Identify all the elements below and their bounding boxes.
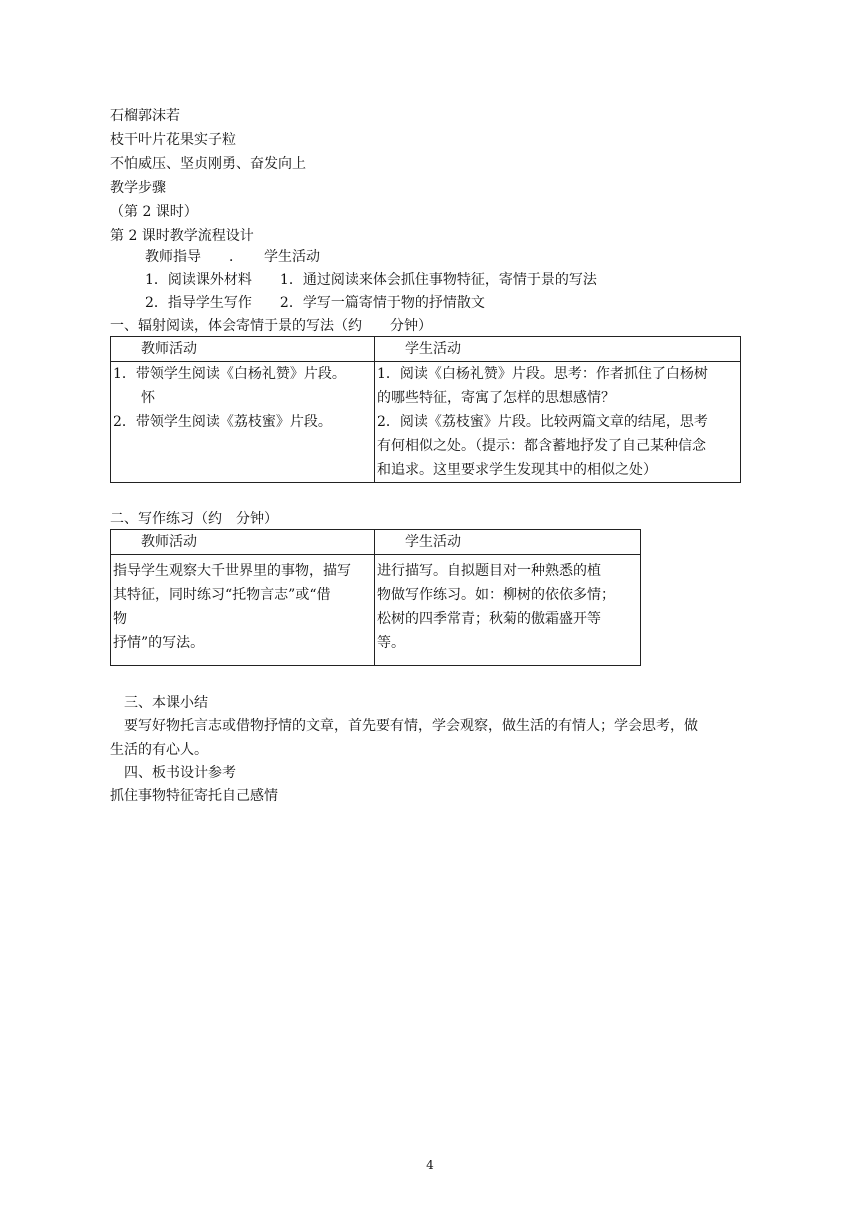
student-line: 2．阅读《荔枝蜜》片段。比较两篇文章的结尾，思考: [377, 414, 708, 430]
board-design-line: 抓住事物特征寄托自己感情: [110, 788, 278, 804]
teacher-line: 其特征，同时练习“托物言志”或“借: [113, 587, 331, 603]
table-row: [111, 555, 641, 666]
col-teacher-header: 教师活动: [111, 530, 375, 555]
summary-line-2: 生活的有心人。: [110, 742, 208, 758]
teacher-line: 物: [113, 611, 127, 627]
teacher-line: 1．带领学生阅读《白杨礼赞》片段。: [113, 366, 346, 382]
table-row: [111, 530, 641, 555]
intro-line-8: 1．阅读课外材料 1．通过阅读来体会抓住事物特征，寄情于景的写法: [145, 272, 597, 288]
teacher-line: 抒情”的写法。: [113, 635, 205, 651]
student-line: 等。: [377, 635, 405, 651]
section3-heading: 三、本课小结: [124, 695, 208, 711]
teacher-line: 2．带领学生阅读《荔枝蜜》片段。: [113, 414, 332, 430]
student-line: 1．阅读《白杨礼赞》片段。思考：作者抓住了白杨树: [377, 366, 708, 382]
table-row: [111, 362, 741, 483]
section2-heading: 二、写作练习（约 分钟）: [110, 511, 278, 527]
student-activity-cell: [375, 362, 741, 483]
student-activity-cell: [375, 555, 641, 666]
table-row: [111, 337, 741, 362]
student-line: 有何相似之处。（提示：都含蓄地抒发了自己某种信念: [377, 438, 706, 454]
section4-heading: 四、板书设计参考: [124, 765, 236, 781]
col-teacher-header: 教师活动: [111, 337, 375, 362]
student-line: 的哪些特征，寄寓了怎样的思想感情？: [377, 390, 615, 406]
intro-line-2: 枝干叶片花果实子粒: [110, 132, 236, 148]
col-student-header: 学生活动: [375, 530, 641, 555]
student-line: 松树的四季常青；秋菊的傲霜盛开等: [377, 611, 601, 627]
intro-line-3: 不怕威压、坚贞刚勇、奋发向上: [110, 156, 306, 172]
intro-line-1: 石榴郭沫若: [110, 108, 180, 124]
section1-table: [110, 336, 741, 483]
intro-line-9: 2．指导学生写作 2．学写一篇寄情于物的抒情散文: [145, 295, 485, 311]
page-number: 4: [426, 1158, 434, 1172]
intro-line-6: 第 2 课时教学流程设计: [110, 228, 254, 244]
intro-line-4: 教学步骤: [110, 180, 166, 196]
section1-heading: 一、辐射阅读，体会寄情于景的写法（约 分钟）: [110, 318, 432, 334]
col-student-header: 学生活动: [375, 337, 741, 362]
teacher-line: 指导学生观察大千世界里的事物，描写: [113, 563, 351, 579]
section2-table: [110, 529, 641, 666]
teacher-activity-cell: [111, 555, 375, 666]
student-line: 和追求。这里要求学生发现其中的相似之处）: [377, 462, 657, 478]
intro-line-5: （第 2 课时）: [110, 204, 198, 220]
summary-line-1: 要写好物托言志或借物抒情的文章，首先要有情，学会观察，做生活的有情人；学会思考，做: [124, 718, 698, 734]
teacher-line: 怀: [113, 390, 155, 406]
student-line: 物做写作练习。如：柳树的依依多情；: [377, 587, 615, 603]
teacher-activity-cell: [111, 362, 375, 483]
intro-line-7: 教师指导 ． 学生活动: [145, 249, 320, 265]
student-line: 进行描写。自拟题目对一种熟悉的植: [377, 563, 601, 579]
